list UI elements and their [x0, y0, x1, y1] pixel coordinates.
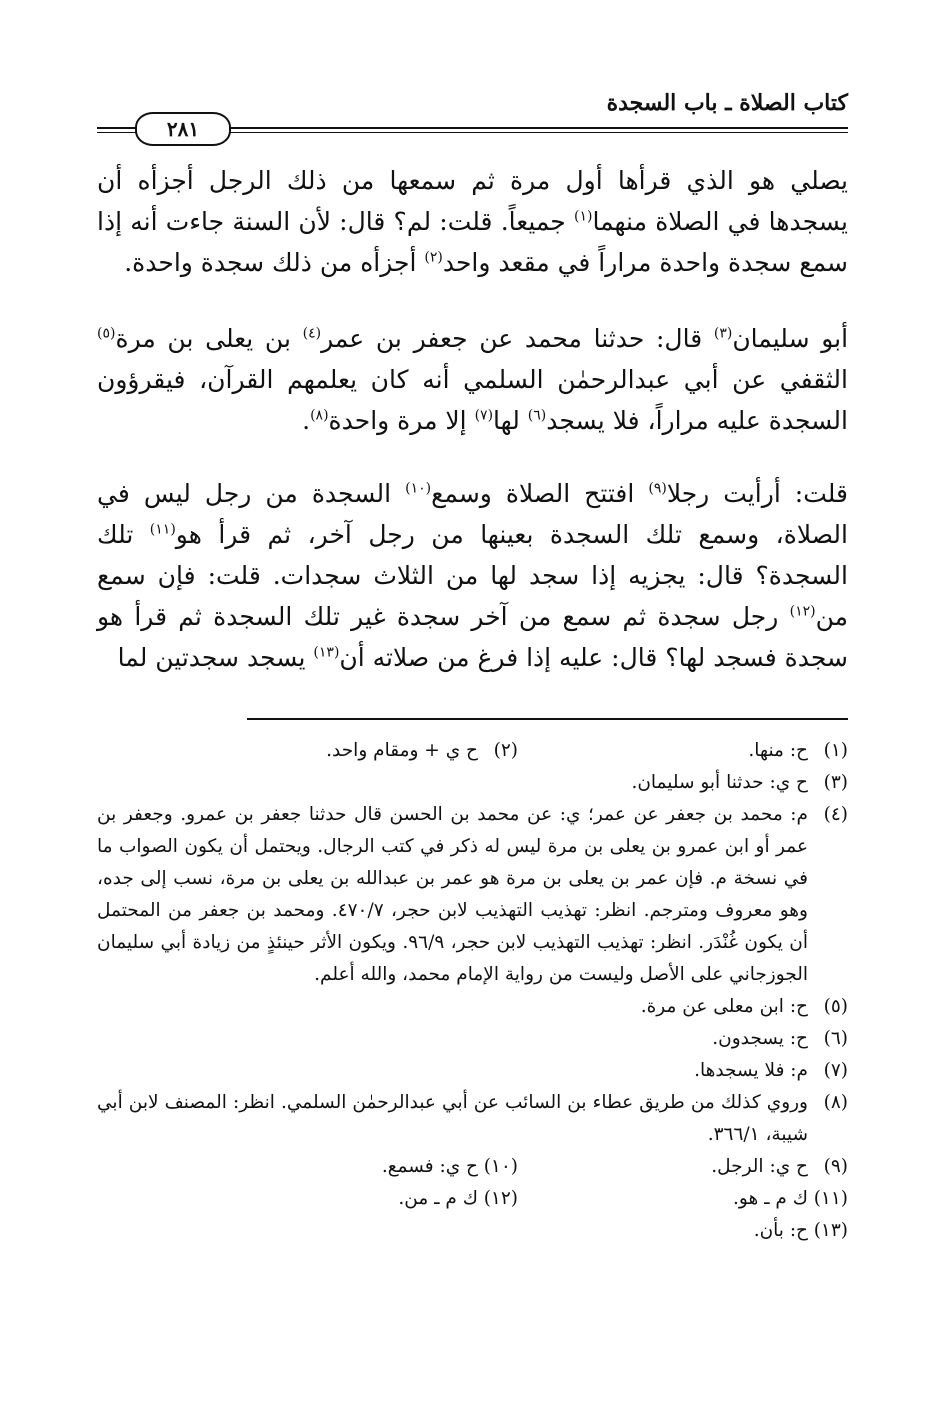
text-segment: السجدة من رجل ليس في الصلاة، وسمع تلك السجدة بعينها من رجل آخر، ثم قرأ هو — [97, 479, 848, 549]
footnote-9 — [518, 1151, 848, 1183]
footnote-ref: (١) — [573, 208, 593, 225]
text-segment: رجل سجدة ثم سمع من آخر سجدة غير تلك السجدة ثم قرأ هو سجدة فسجد لها؟ قال: عليه إذا فرغ من صلاته أن — [97, 602, 848, 672]
footnote-8 — [97, 1087, 848, 1151]
footnote-ref: (١٠) — [405, 480, 432, 497]
footnote-text: ح: ابن معلى عن مرة. — [640, 996, 808, 1017]
footnote-number: (٦) — [823, 1028, 848, 1049]
footnote-4 — [97, 799, 848, 991]
footnote-text: ح: منها. — [748, 740, 808, 761]
footnote-6 — [97, 1023, 848, 1055]
footnote-ref: (٦) — [527, 407, 547, 424]
footnote-text: م: فلا يسجدها. — [694, 1060, 808, 1081]
footnote-number: (١) — [823, 740, 848, 761]
footnote-number: (١٣) — [813, 1220, 848, 1241]
text-segment: يسجد سجدتين لما — [117, 643, 314, 672]
footnote-3 — [97, 767, 848, 799]
footnote-row — [97, 735, 848, 767]
footnote-13 — [97, 1215, 848, 1247]
paragraph-2 — [97, 318, 848, 441]
footnote-text: ح: بأن. — [753, 1220, 808, 1241]
text-segment: افتتح الصلاة وسمع — [431, 479, 649, 508]
footnote-number: (١١) — [813, 1188, 848, 1209]
footnote-ref: (١٢) — [789, 603, 816, 620]
text-segment: يصلي هو الذي قرأها أول مرة ثم سمعها من ذلك الرجل أجزأه أن يسجدها في الصلاة منهما — [97, 166, 848, 236]
text-segment: الثقفي عن أبي عبدالرحمٰن السلمي أنه كان يعلمهم القرآن، فيقرؤون السجدة عليه مراراً، فلا يسجد — [97, 365, 848, 435]
footnote-2 — [188, 735, 518, 767]
footnote-ref: (٧) — [474, 407, 494, 424]
text-segment: قال: حدثنا محمد عن جعفر بن عمر — [321, 324, 714, 353]
text-segment: قلت: أرأيت رجلا — [666, 479, 848, 508]
footnote-ref: (٤) — [302, 325, 322, 342]
footnote-number: (٥) — [823, 996, 848, 1017]
footnote-ref: (٣) — [713, 325, 733, 342]
footnote-12 — [188, 1183, 518, 1215]
footnote-text: ك م ـ هو. — [733, 1188, 808, 1209]
footnote-5 — [97, 991, 848, 1023]
footnote-number: (٧) — [823, 1060, 848, 1081]
paragraph-1 — [97, 160, 848, 283]
footnote-row — [97, 1151, 848, 1183]
footnote-ref: (١٣) — [313, 644, 340, 661]
text-segment: . — [302, 406, 311, 435]
footnote-number: (٢) — [493, 740, 518, 761]
footnote-7 — [97, 1055, 848, 1087]
footnote-10 — [188, 1151, 518, 1183]
footnote-text: ح ي: حدثنا أبو سليمان. — [631, 772, 808, 793]
footnote-text: وروي كذلك من طريق عطاء بن السائب عن أبي عبدالرحمٰن السلمي. انظر: المصنف لابن أبي شيبة، ٣٦٦/١. — [97, 1092, 808, 1145]
text-segment: لها — [493, 406, 528, 435]
text-segment: تلك السجدة؟ قال: يجزيه إذا سجد لها من الثلاث سجدات. قلت: فإن سمع من — [97, 520, 848, 631]
footnotes — [97, 735, 848, 1247]
footnote-number: (٣) — [823, 772, 848, 793]
footnote-text: ح ي: الرجل. — [711, 1156, 808, 1177]
footnote-number: (٨) — [823, 1092, 848, 1113]
footnote-11 — [518, 1183, 848, 1215]
text-segment: إلا مرة واحدة — [328, 406, 475, 435]
footnote-text: ك م ـ من. — [398, 1188, 478, 1209]
footnote-ref: (٥) — [97, 325, 116, 342]
footnote-ref: (٨) — [310, 407, 329, 424]
footnote-row — [97, 1183, 848, 1215]
text-segment: جميعاً. قلت: لم؟ قال: لأن السنة جاءت أنه إذا سمع سجدة واحدة مراراً في مقعد واحد — [97, 207, 848, 277]
paragraph-3 — [97, 473, 848, 678]
page-number: ٢٨١ — [135, 112, 231, 146]
footnote-text: ح ي: فسمع. — [381, 1156, 478, 1177]
footnote-1 — [518, 735, 848, 767]
footnote-ref: (٢) — [424, 249, 443, 266]
footnote-text: ح ي + ومقام واحد. — [326, 740, 478, 761]
footnote-text: ح: يسجدون. — [712, 1028, 808, 1049]
main-text — [97, 160, 848, 678]
footnote-ref: (١١) — [149, 521, 176, 538]
text-segment: أبو سليمان — [732, 324, 849, 353]
footnote-text: م: محمد بن جعفر عن عمر؛ ي: عن محمد بن الحسن قال حدثنا جعفر بن عمرو. وجعفر بن عمر أو ابن عمرو بن يعلى بن مرة ليس له ذكر في كتب الرجال. ويحتمل أن يكون الصواب ما في نسخة م. فإن عمر بن يعلى بن مرة هو عمر بن عبدالله بن يعلى بن مرة، نسب إلى جده، وهو معروف ومترجم. انظر: تهذيب التهذيب لابن حجر، ٤٧٠/٧. ومحمد بن جعفر من المحتمل أن يكون غُنْدَر. انظر: تهذيب التهذيب لابن حجر، ٩٦/٩. ويكون الأثر حينئذٍ من زيادة أبي سليمان الجوزجاني على الأصل وليست من رواية الإمام محمد، والله أعلم. — [97, 804, 809, 985]
running-title: كتاب الصلاة ـ باب السجدة — [606, 90, 848, 116]
text-segment: أجزأه من ذلك سجدة واحدة. — [124, 248, 425, 277]
footnote-ref: (٩) — [648, 480, 667, 497]
footnote-number: (١٠) — [483, 1156, 518, 1177]
footnote-number: (١٢) — [483, 1188, 518, 1209]
footnote-number: (٤) — [823, 804, 848, 825]
text-segment: بن يعلى بن مرة — [115, 324, 303, 353]
footnote-separator — [247, 718, 848, 720]
footnote-number: (٩) — [823, 1156, 848, 1177]
